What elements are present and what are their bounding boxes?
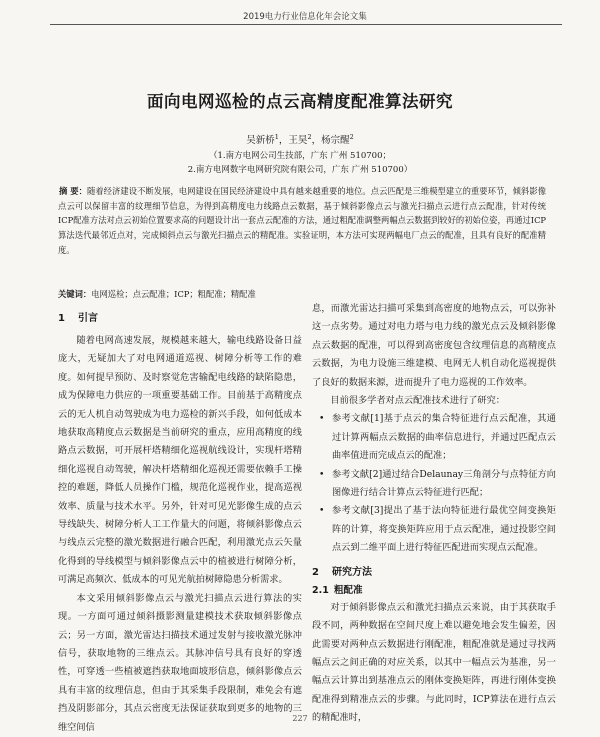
bullet: • <box>319 505 325 517</box>
header-rule <box>50 24 562 25</box>
author-separator: ， <box>311 135 322 146</box>
page-number: 227 <box>292 714 308 723</box>
paragraph: 对于倾斜影像点云和激光扫描点云来说，由于其获取手段不同，两种数据在空间尺度上难以避免地会发生偏差，因此需要对两种点云数据进行刚配准，粗配准就是通过寻找两幅点云之间正确的对应关系，以其中一幅点云为基准，另一幅点云计算出到基准点云的刚体变换矩阵，再进行刚体变换配准得到精准点云的步骤。与此同时，ICP算法在进行点云的精配准时， <box>312 601 556 724</box>
list-item <box>312 502 556 557</box>
paragraph: 息，而激光雷达扫描可采集到高密度的地物点云，可以弥补这一点劣势。通过对电力塔与电力线的激光点云及倾斜影像点云数据的配准，可以得到高密度包含纹理信息的高精度点云数据，为电力设施三维建模、电网无人机自动化巡视提供了良好的数据来源，进而提升了电力巡视的工作效率。 <box>312 303 556 388</box>
left-column <box>58 300 302 737</box>
author-affil-mark: 2 <box>349 132 354 141</box>
author-separator: ， <box>278 135 289 146</box>
section-number: 2 <box>312 566 319 578</box>
running-header: 2019电力行业信息化年会论文集 <box>243 12 367 22</box>
author-line <box>40 132 560 146</box>
keywords <box>58 288 546 300</box>
section-title: 研究方法 <box>332 566 372 578</box>
subsection-heading-2-1 <box>312 582 556 599</box>
list-item <box>312 466 556 503</box>
affiliation-2: 2.南方电网数字电网研究院有限公司，广东 广州 510700） <box>187 165 413 175</box>
bullet: • <box>319 413 325 425</box>
author-name: 吴新桥 <box>246 135 275 146</box>
abstract-text: 随着经济建设不断发展，电网建设在国民经济建设中具有越来越重要的地位。点云匹配是三维模型建立的重要环节，倾斜影像点云可以保留丰富的纹理细节信息，为得到高精度电力线路点云数据，基于倾斜影像点云与激光扫描点云进行点云配准，针对传统ICP配准方法对点云初始位置要求高的问题设计出一套点云配准的方法，通过粗配准调整两幅点云数据到较好的初始位姿，再通过ICP算法迭代最邻近点对，完成倾斜点云与激光扫描点云的精配准。实验证明，本方法可实现两幅电厂点云的配准，且具有良好的配准精度。 <box>58 186 546 255</box>
reference-list <box>312 410 556 557</box>
author-affil-mark: 2 <box>307 132 312 141</box>
list-item <box>312 410 556 465</box>
paper-title: 面向电网巡检的点云高精度配准算法研究 <box>147 92 453 111</box>
section-title: 引言 <box>78 313 98 324</box>
subsection-number: 2.1 <box>312 584 329 596</box>
author-affil-mark: 1 <box>274 132 279 141</box>
author-name: 杨宗醒 <box>321 135 350 146</box>
paragraph: 本文采用倾斜影像点云与激光扫描点云进行算法的实现。一方面可通过倾斜摄影测量建模技术获取倾斜影像点云；另一方面，激光雷达扫描技术通过发射与接收激光脉冲信号，获取地物的三维点云。其脉冲信号具有良好的穿透性，可穿透一些植被遮挡获取地面坡形信息，倾斜影像点云具有丰富的纹理信息，但由于其采集手段限制，难免会有遮挡及阴影部分，其点云密度无法保证获取到更多的地物的三维空间信 <box>58 592 302 733</box>
abstract <box>58 184 546 258</box>
abstract-label: 摘 要： <box>59 186 87 196</box>
right-column <box>312 300 556 728</box>
keywords-label: 关键词： <box>58 289 92 299</box>
paragraph: 随着电网高速发展，规模越来越大，输电线路设备日益庞大，无疑加大了对电网通道巡视、树障分析等工作的难度。如何提早预防、及时察觉危害输配电线路的缺陷隐患，成为保障电力供应的一项重要基础工作。目前基于高精度点云的无人机自动驾驶成为电力巡检的新兴手段，如何低成本地获取高精度点云数据是当前研究的重点，应用高精度的线路点云数据，可开展杆塔精细化巡视航线设计，实现杆塔精细化巡视自动驾驶，解决杆塔精细化巡视还需要依赖手工操控的难题，降低人员操作门槛，规范化巡视作业，提高巡视效率、质量与技术水平。另外，针对可见光影像生成的点云导线缺失、树障分析人工工作量大的问题，将倾斜影像点云与线点云完整的激光数据进行融合匹配，利用激光点云矢量化得到的导线模型与倾斜影像点云中的植被进行树障分析，可满足高频次、低成本的可见光航拍树障隐患分析需求。 <box>58 335 302 586</box>
bullet: • <box>319 468 325 480</box>
section-heading-1 <box>58 310 302 328</box>
list-item-text: 参考文献[3]提出了基于法向特征进行最优空间变换矩阵的计算，将变换矩阵应用于点云配准，通过投影空间点云到二维平面上进行特征匹配进而实现点云配准。 <box>332 505 556 554</box>
keywords-text: 电网巡检；点云配准；ICP；粗配准；精配准 <box>91 289 256 299</box>
section-heading-2 <box>312 564 556 582</box>
section-number: 1 <box>58 313 65 324</box>
author-name: 王昊 <box>288 135 308 146</box>
paragraph: 目前很多学者对点云配准技术进行了研究： <box>330 395 505 407</box>
list-item-text: 参考文献[1]基于点云的集合特征进行点云配准，其通过计算两幅点云数据的曲率信息进行，并通过匹配点云曲率值进而完成点云的配准； <box>332 413 556 462</box>
subsection-title: 粗配准 <box>334 584 363 596</box>
affiliation-1: （1.南方电网公司生技部，广东 广州 510700； <box>209 151 391 161</box>
list-item-text: 参考文献[2]通过结合Delaunay三角剖分与点特征方向图像进行结合计算点云特征进行匹配； <box>332 468 556 499</box>
